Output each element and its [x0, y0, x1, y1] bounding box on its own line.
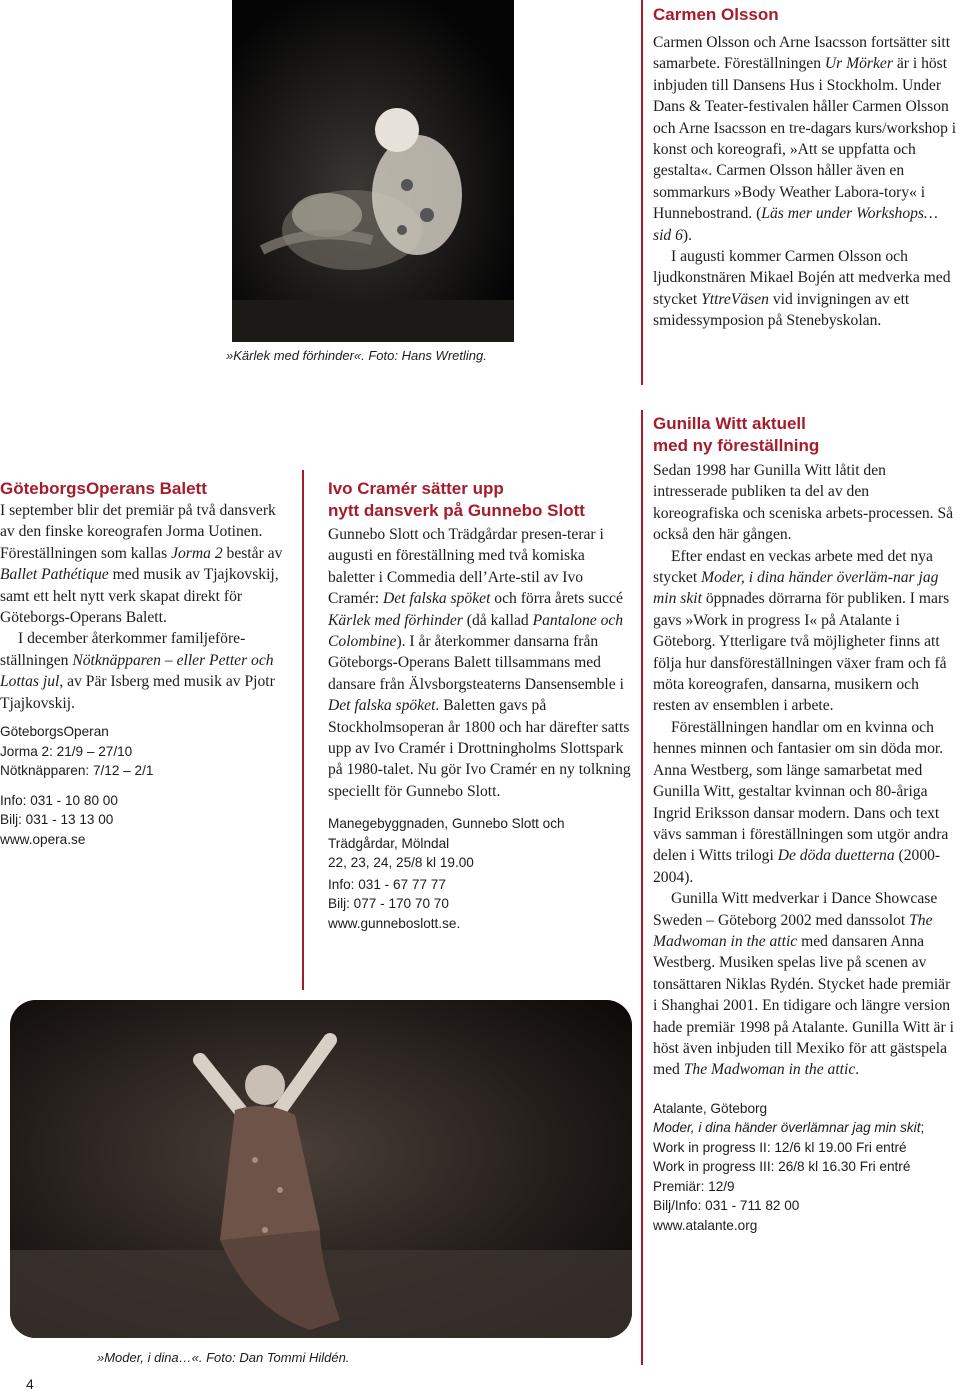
- ivo-info-website[interactable]: www.gunneboslott.se.: [328, 915, 461, 931]
- goteborg-info-website[interactable]: www.opera.se: [0, 831, 86, 847]
- gunilla-info-venue: Atalante, Göteborg: [653, 1100, 768, 1116]
- goteborg-info-phone: Info: 031 - 10 80 00: [0, 792, 118, 808]
- gunilla-paragraph-3: Föreställningen handlar om en kvinna och hennes minnen och fantasier om sin döda mor. Anna Westberg, som länge samarbetat med Gunilla Witt, gestaltar kvinnan och 80-åriga Ingrid Eriksson dansar modern. Dans och text vävs samman i föreställningen som utgör andra delen i Witts trilogi De döda duetterna (2000-2004).: [653, 718, 949, 886]
- goteborg-info-tickets: Bilj: 031 - 13 13 00: [0, 812, 114, 828]
- column-rule-mid-left: [302, 470, 304, 990]
- dancer-photo-graphic: [10, 1000, 632, 1338]
- photo-moder: [10, 1000, 632, 1338]
- ivo-info-venue-2: Trädgårdar, Mölndal: [328, 835, 450, 851]
- goteborg-paragraph-1: I september blir det premiär på två dansverk av den finske koreografen Jorma Uotinen. Föreställningen som kallas Jorma 2 består av Ballet Pathétique med musik av Tjajkovskij, samt ett helt nytt verk skapat direkt för Göteborgs-Operans Balett.: [0, 502, 283, 627]
- gunilla-info-tickets: Bilj/Info: 031 - 711 82 00: [653, 1198, 800, 1214]
- gunilla-paragraph-4: Gunilla Witt medverkar i Dance Showcase Sweden – Göteborg 2002 med danssolot The Madwoman in the attic med dansaren Anna Westberg. Musiken spelas live på scenen av tonsättaren Niklas Rydén. Stycket hade premiär i Shanghai 2001. En tidigare och längre version hade premiär 1998 på Atalante. Gunilla Witt är i höst även inbjuden till Mexiko för att gästspela med The Madwoman in the attic.: [653, 890, 954, 1079]
- gunilla-paragraph-1: Sedan 1998 har Gunilla Witt låtit den intresserade publiken ta del av den koreografiska och sceniska arbets-processen. Så också den här gången.: [653, 462, 954, 544]
- photo-caption-bottom: »Moder, i dina…«. Foto: Dan Tommi Hildén.: [97, 1350, 350, 1365]
- goteborg-heading: GöteborgsOperans Balett: [0, 479, 207, 498]
- carmen-paragraph-2: I augusti kommer Carmen Olsson och ljudkonstnären Mikael Bojén att medverka med stycket YttreVäsen vid invigningen av ett smidessymposion på Stenebyskolan.: [653, 248, 951, 330]
- gunilla-heading: Gunilla Witt aktuell med ny föreställning: [653, 414, 820, 455]
- carmen-heading: Carmen Olsson: [653, 5, 779, 24]
- dancers-photo-graphic: [232, 0, 514, 342]
- gunilla-info-wip-3: Work in progress III: 26/8 kl 16.30 Fri entré: [653, 1159, 911, 1175]
- gunilla-info: [653, 1099, 958, 1236]
- ivo-info-venue-1: Manegebyggnaden, Gunnebo Slott och: [328, 816, 565, 832]
- goteborg-info-jorma: Jorma 2: 21/9 – 27/10: [0, 743, 133, 759]
- ivo-info-dates: 22, 23, 24, 25/8 kl 19.00: [328, 855, 474, 871]
- gunilla-info-wip-2: Work in progress II: 12/6 kl 19.00 Fri entré: [653, 1139, 907, 1155]
- gunilla-paragraph-2: Efter endast en veckas arbete med det nya stycket Moder, i dina händer överläm-nar jag min skit öppnades dörrarna för publiken. I mars gavs »Work in progress I« på Atalante i Göteborg. Ytterligare två möjligheter finns att följa hur dansföreställningen växer fram och få möta koreografen, dansarna, musikern och resten av ensemblen i arbete.: [653, 547, 950, 715]
- ivo-info: [328, 814, 633, 933]
- ivo-info-tickets: Bilj: 077 - 170 70 70: [328, 896, 449, 912]
- article-ivo-cramer: [328, 478, 633, 933]
- photo-karlek: [232, 0, 514, 342]
- gunilla-info-premiere: Premiär: 12/9: [653, 1178, 735, 1194]
- goteborg-info-notknapparen: Nötknäpparen: 7/12 – 2/1: [0, 763, 154, 779]
- article-gunilla-witt: [653, 413, 958, 1235]
- ivo-heading: Ivo Cramér sätter upp nytt dansverk på Gunnebo Slott: [328, 479, 585, 520]
- column-rule-right: [641, 410, 643, 1365]
- article-carmen-olsson: [653, 4, 958, 332]
- goteborg-info-venue: GöteborgsOperan: [0, 724, 109, 740]
- carmen-paragraph-1: Carmen Olsson och Arne Isacsson fortsätter sitt samarbete. Föreställningen Ur Mörker är i höst inbjuden till Dansens Hus i Stockholm. Under Dans & Teater-festivalen håller Carmen Olsson och Arne Isacsson en tre-dagars kurs/workshop i konst och koreografi, »Att se uppfatta och gestalta«. Carmen Olsson håller även en sommarkurs »Body Weather Labora-tory« i Hunnebostrand. (Läs mer under Workshops… sid 6).: [653, 34, 957, 244]
- goteborg-paragraph-2: I december återkommer familjeföre-ställningen Nötknäpparen – eller Petter och Lottas jul, av Pär Isberg med musik av Pjotr Tjajkovskij.: [0, 630, 275, 712]
- gunilla-info-website[interactable]: www.atalante.org: [653, 1217, 758, 1233]
- page-number: 4: [26, 1376, 34, 1392]
- gunilla-info-title: Moder, i dina händer överlämnar jag min skit;: [653, 1120, 925, 1136]
- article-goteborgsoperans-balett: [0, 478, 292, 849]
- goteborg-info: [0, 722, 292, 849]
- ivo-info-phone: Info: 031 - 67 77 77: [328, 876, 446, 892]
- column-rule-top: [641, 0, 643, 385]
- ivo-paragraph: Gunnebo Slott och Trädgårdar presen-terar i augusti en föreställning med två komiska baletter i Commedia dell’Arte-stil av Ivo Cramér: Det falska spöket och förra årets succé Kärlek med förhinder (då kallad Pantalone och Colombine). I år återkommer dansarna från Göteborgs-Operans Balett tillsammans med dansare från Älvsborgsteaterns Dansensemble i Det falska spöket. Baletten gavs på Stockholmsoperan år 1800 och har därefter satts upp av Ivo Cramér i Drottningholms Slottspark på 1980-talet. Nu gör Ivo Cramér en ny tolkning speciellt för Gunnebo Slott.: [328, 526, 631, 800]
- photo-caption-top: »Kärlek med förhinder«. Foto: Hans Wretling.: [226, 348, 487, 363]
